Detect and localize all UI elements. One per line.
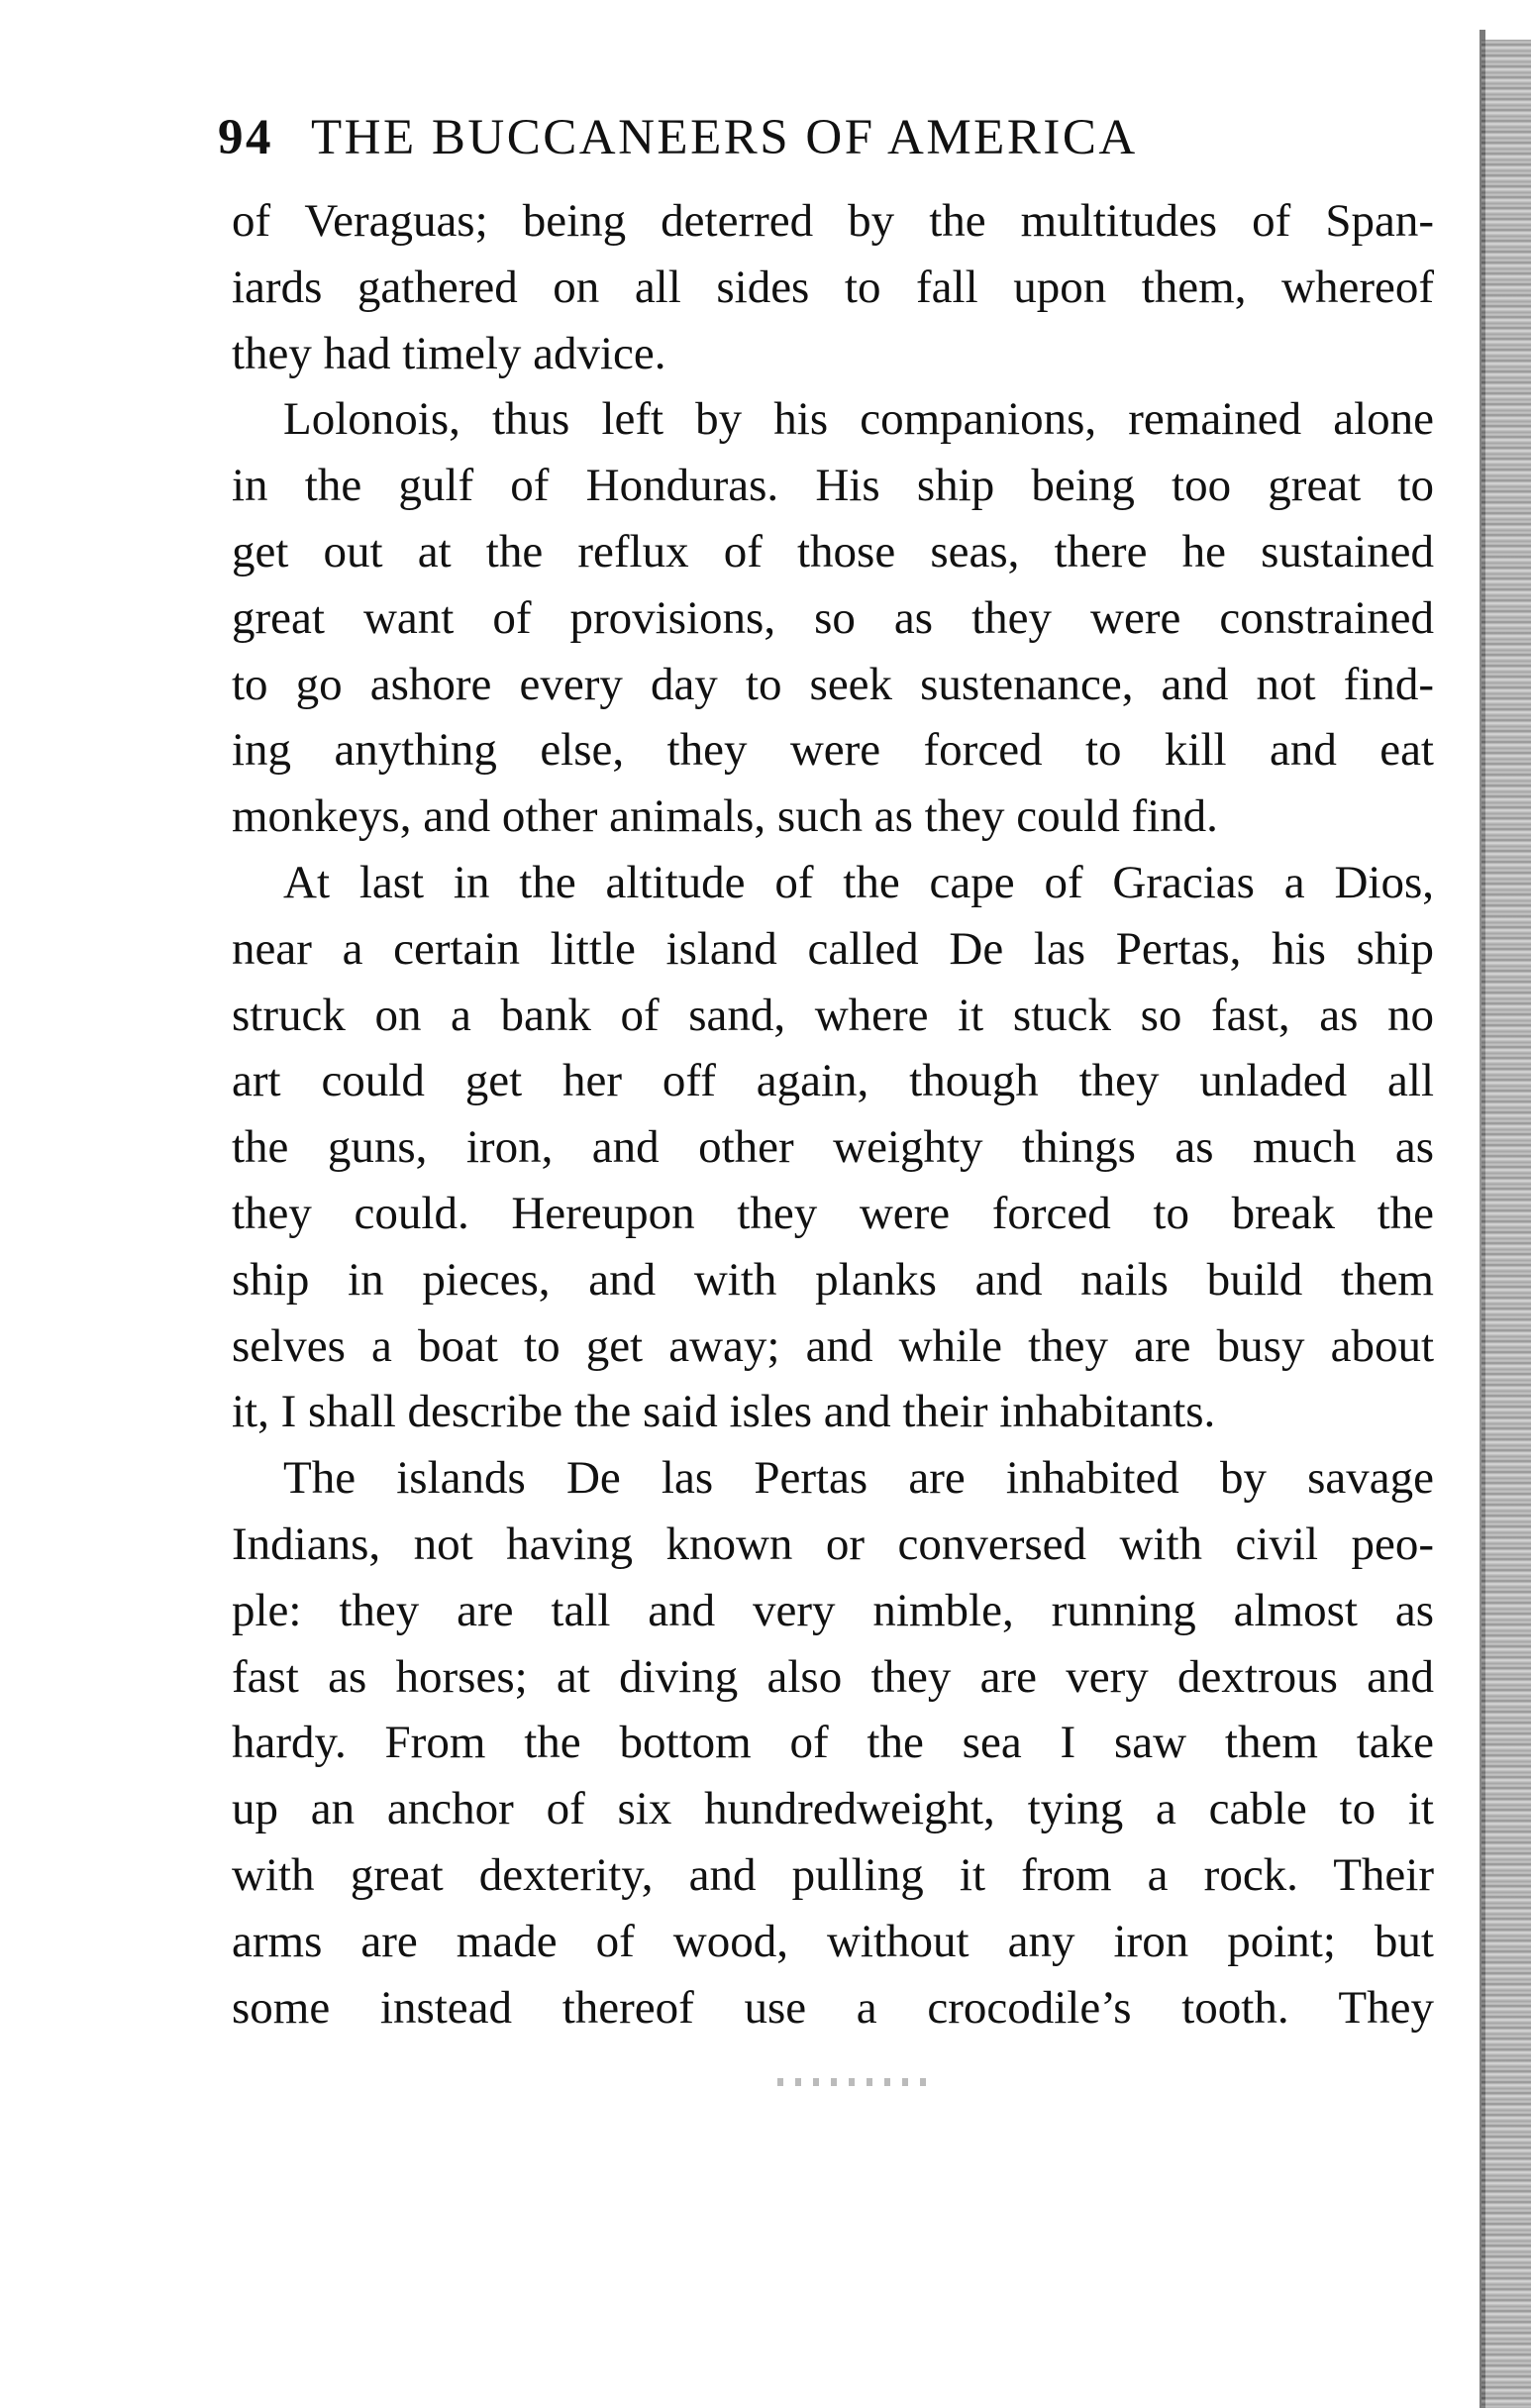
running-title: THE BUCCANEERS OF AMERICA [311,110,1138,165]
text-line: up an anchor of six hundredweight, tying a cable to it [232,1783,1434,1835]
text-line: Lolonois, thus left by his companions, remained alone [283,393,1434,446]
text-line: they had timely advice. [232,327,666,379]
text-line: ple: they are tall and very nimble, running almost as [232,1584,1434,1636]
text-line: of Veraguas; being deterred by the multitudes of Span- [232,195,1434,247]
text-line: fast as horses; at diving also they are very dextrous and [232,1650,1434,1703]
text-line: struck on a bank of sand, where it stuck so fast, as no [232,989,1434,1041]
body-text [232,188,1434,2041]
text-line: monkeys, and other animals, such as they could find. [232,790,1218,843]
scan-specks [777,2078,926,2086]
running-header [218,109,1327,178]
text-line: iards gathered on all sides to fall upon them, whereof [232,261,1434,313]
text-line: great want of provisions, so as they were constrained [232,591,1434,644]
text-line: hardy. From the bottom of the sea I saw them take [232,1717,1434,1769]
text-line: it, I shall describe the said isles and their inhabitants. [232,1386,1216,1438]
text-line: get out at the reflux of those seas, there he sustained [232,525,1434,577]
text-line: selves a boat to get away; and while they are busy about [232,1319,1434,1372]
text-line: some instead thereof use a crocodile’s tooth. They [232,1981,1434,2034]
page-gutter-shadow [1481,40,1531,2408]
text-line: near a certain little island called De las Pertas, his ship [232,922,1434,975]
text-line: arms are made of wood, without any iron point; but [232,1915,1434,1967]
text-line: in the gulf of Honduras. His ship being too great to [232,460,1434,512]
text-line: At last in the altitude of the cape of Gracias a Dios, [283,856,1434,908]
text-line: the guns, iron, and other weighty things as much as [232,1121,1434,1174]
text-line: they could. Hereupon they were forced to break the [232,1187,1434,1239]
text-line: with great dexterity, and pulling it from a rock. Their [232,1848,1434,1901]
text-line: art could get her off again, though they unladed all [232,1055,1434,1107]
text-line: to go ashore every day to seek sustenance, and not find- [232,658,1434,710]
text-line: The islands De las Pertas are inhabited by savage [283,1452,1434,1505]
text-line: ship in pieces, and with planks and nails build them [232,1253,1434,1306]
text-line: Indians, not having known or conversed with civil peo- [232,1518,1434,1570]
page-number: 94 [218,110,273,165]
text-line: ing anything else, they were forced to kill and eat [232,724,1434,777]
